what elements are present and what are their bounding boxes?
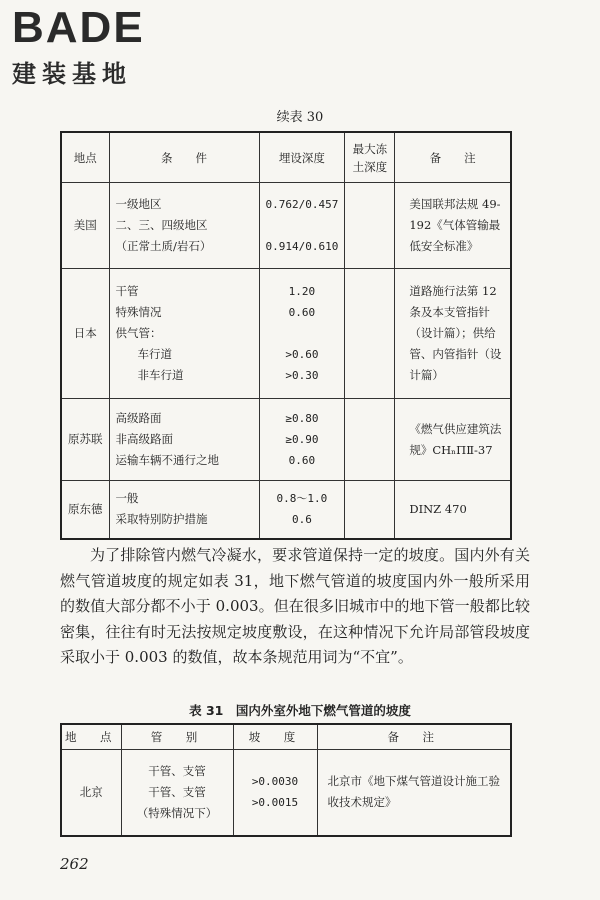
depth-value: 0.914/0.610 (265, 240, 339, 253)
place-cell: 美国 (61, 183, 109, 269)
slope-value: >0.0015 (251, 796, 299, 810)
table-row (61, 481, 511, 539)
depth-value: 0.60 (288, 306, 316, 319)
note-cell: 美国联邦法规 49-192《气体管输最低安全标准》 (395, 183, 511, 269)
logo (12, 4, 182, 89)
condition-line: 运输车辆不通行之地 (115, 453, 219, 467)
depth-value: 0.60 (288, 454, 316, 467)
depth-value: 1.20 (288, 285, 316, 298)
depth-value (266, 215, 339, 236)
type-line: （特殊情况下） (136, 805, 218, 820)
table-row (61, 399, 511, 481)
table31-header: 备 注 (317, 724, 511, 750)
table-row (61, 750, 511, 836)
depth-cell (259, 481, 345, 539)
depth-value: 0.8～1.0 (276, 492, 328, 506)
condition-line: 一级地区 (115, 197, 162, 211)
table30-header: 备 注 (395, 132, 511, 183)
condition-line: 一般 (115, 491, 139, 506)
place-cell: 原东德 (61, 481, 109, 539)
table31 (60, 723, 512, 837)
depth-value (266, 323, 339, 344)
depth-value: 0.762/0.457 (265, 198, 339, 211)
conditions-cell (109, 269, 259, 399)
conditions-cell (109, 399, 259, 481)
depth-value: >0.60 (285, 348, 319, 361)
condition-line: （正常土质/岩石） (115, 239, 212, 253)
condition-line: 二、三、四级地区 (115, 218, 208, 232)
table31-header-row (61, 724, 511, 750)
table31-caption: 表 31 国内外室外地下燃气管道的坡度 (189, 703, 411, 718)
table31-header: 管 别 (121, 724, 233, 750)
table30-caption: 续表 30 (276, 110, 324, 125)
condition-line: 采取特别防护措施 (115, 512, 208, 527)
depth-cell (259, 269, 345, 399)
logo-chinese: 建装基地 (12, 60, 132, 88)
table-row (61, 183, 511, 269)
condition-line: 非高级路面 (115, 432, 173, 446)
condition-line: 高级路面 (115, 411, 162, 425)
logo-wordmark: BADE (12, 3, 145, 52)
note-cell: 《燃气供应建筑法规》CHₙПⅡ-37 (395, 399, 511, 481)
slope-cell (233, 750, 317, 836)
depth-cell (259, 183, 345, 269)
place-cell: 原苏联 (61, 399, 109, 481)
frost-cell (345, 399, 395, 481)
page-number: 262 (60, 855, 89, 873)
condition-line: 非车行道 (137, 368, 184, 382)
condition-line: 车行道 (137, 347, 172, 361)
depth-value: ≥0.80 (285, 412, 319, 425)
place-cell: 北京 (61, 750, 121, 836)
condition-line: 供气管： (115, 326, 162, 340)
table30-header: 地点 (61, 132, 109, 183)
note-cell: 北京市《地下煤气管道设计施工验收技术规定》 (317, 750, 511, 836)
depth-value: >0.30 (285, 369, 319, 382)
type-cell (121, 750, 233, 836)
place-cell: 日本 (61, 269, 109, 399)
type-line: 干管、支管 (148, 763, 206, 778)
type-line: 干管、支管 (148, 784, 206, 799)
depth-value: ≥0.90 (285, 433, 319, 446)
conditions-cell (109, 183, 259, 269)
slope-value: >0.0030 (251, 775, 299, 789)
table30-header-row (61, 132, 511, 183)
condition-line: 特殊情况 (115, 305, 162, 319)
conditions-cell (109, 481, 259, 539)
frost-cell (345, 183, 395, 269)
depth-value: 0.6 (291, 513, 312, 527)
table31-header: 地 点 (61, 724, 121, 750)
table30-header: 条 件 (109, 132, 259, 183)
body-paragraph: 为了排除管内燃气冷凝水，要求管道保持一定的坡度。国内外有关燃气管道坡度的规定如表 31，地下燃气管道的坡度国内外一般所采用的数值大部分都不小于 0.003。但在很多旧城市中的地下管一般都比较密集，往往有时无法按规定坡度敷设，在这种情况下允许局部管段坡度采取小于 0.003 的数值，故本条规范用词为“不宜”。 (60, 546, 530, 666)
depth-cell (259, 399, 345, 481)
condition-line: 干管 (115, 284, 139, 298)
table31-header: 坡 度 (233, 724, 317, 750)
frost-cell (345, 269, 395, 399)
table30 (60, 131, 512, 540)
table-row (61, 269, 511, 399)
frost-cell (345, 481, 395, 539)
note-cell: 道路施行法第 12 条及本支管指针（设计篇）；供给管、内管指针（设计篇） (395, 269, 511, 399)
table30-header: 最大冻土深度 (345, 132, 395, 183)
note-cell: DINZ 470 (395, 481, 511, 539)
table30-header: 埋设深度 (259, 132, 345, 183)
